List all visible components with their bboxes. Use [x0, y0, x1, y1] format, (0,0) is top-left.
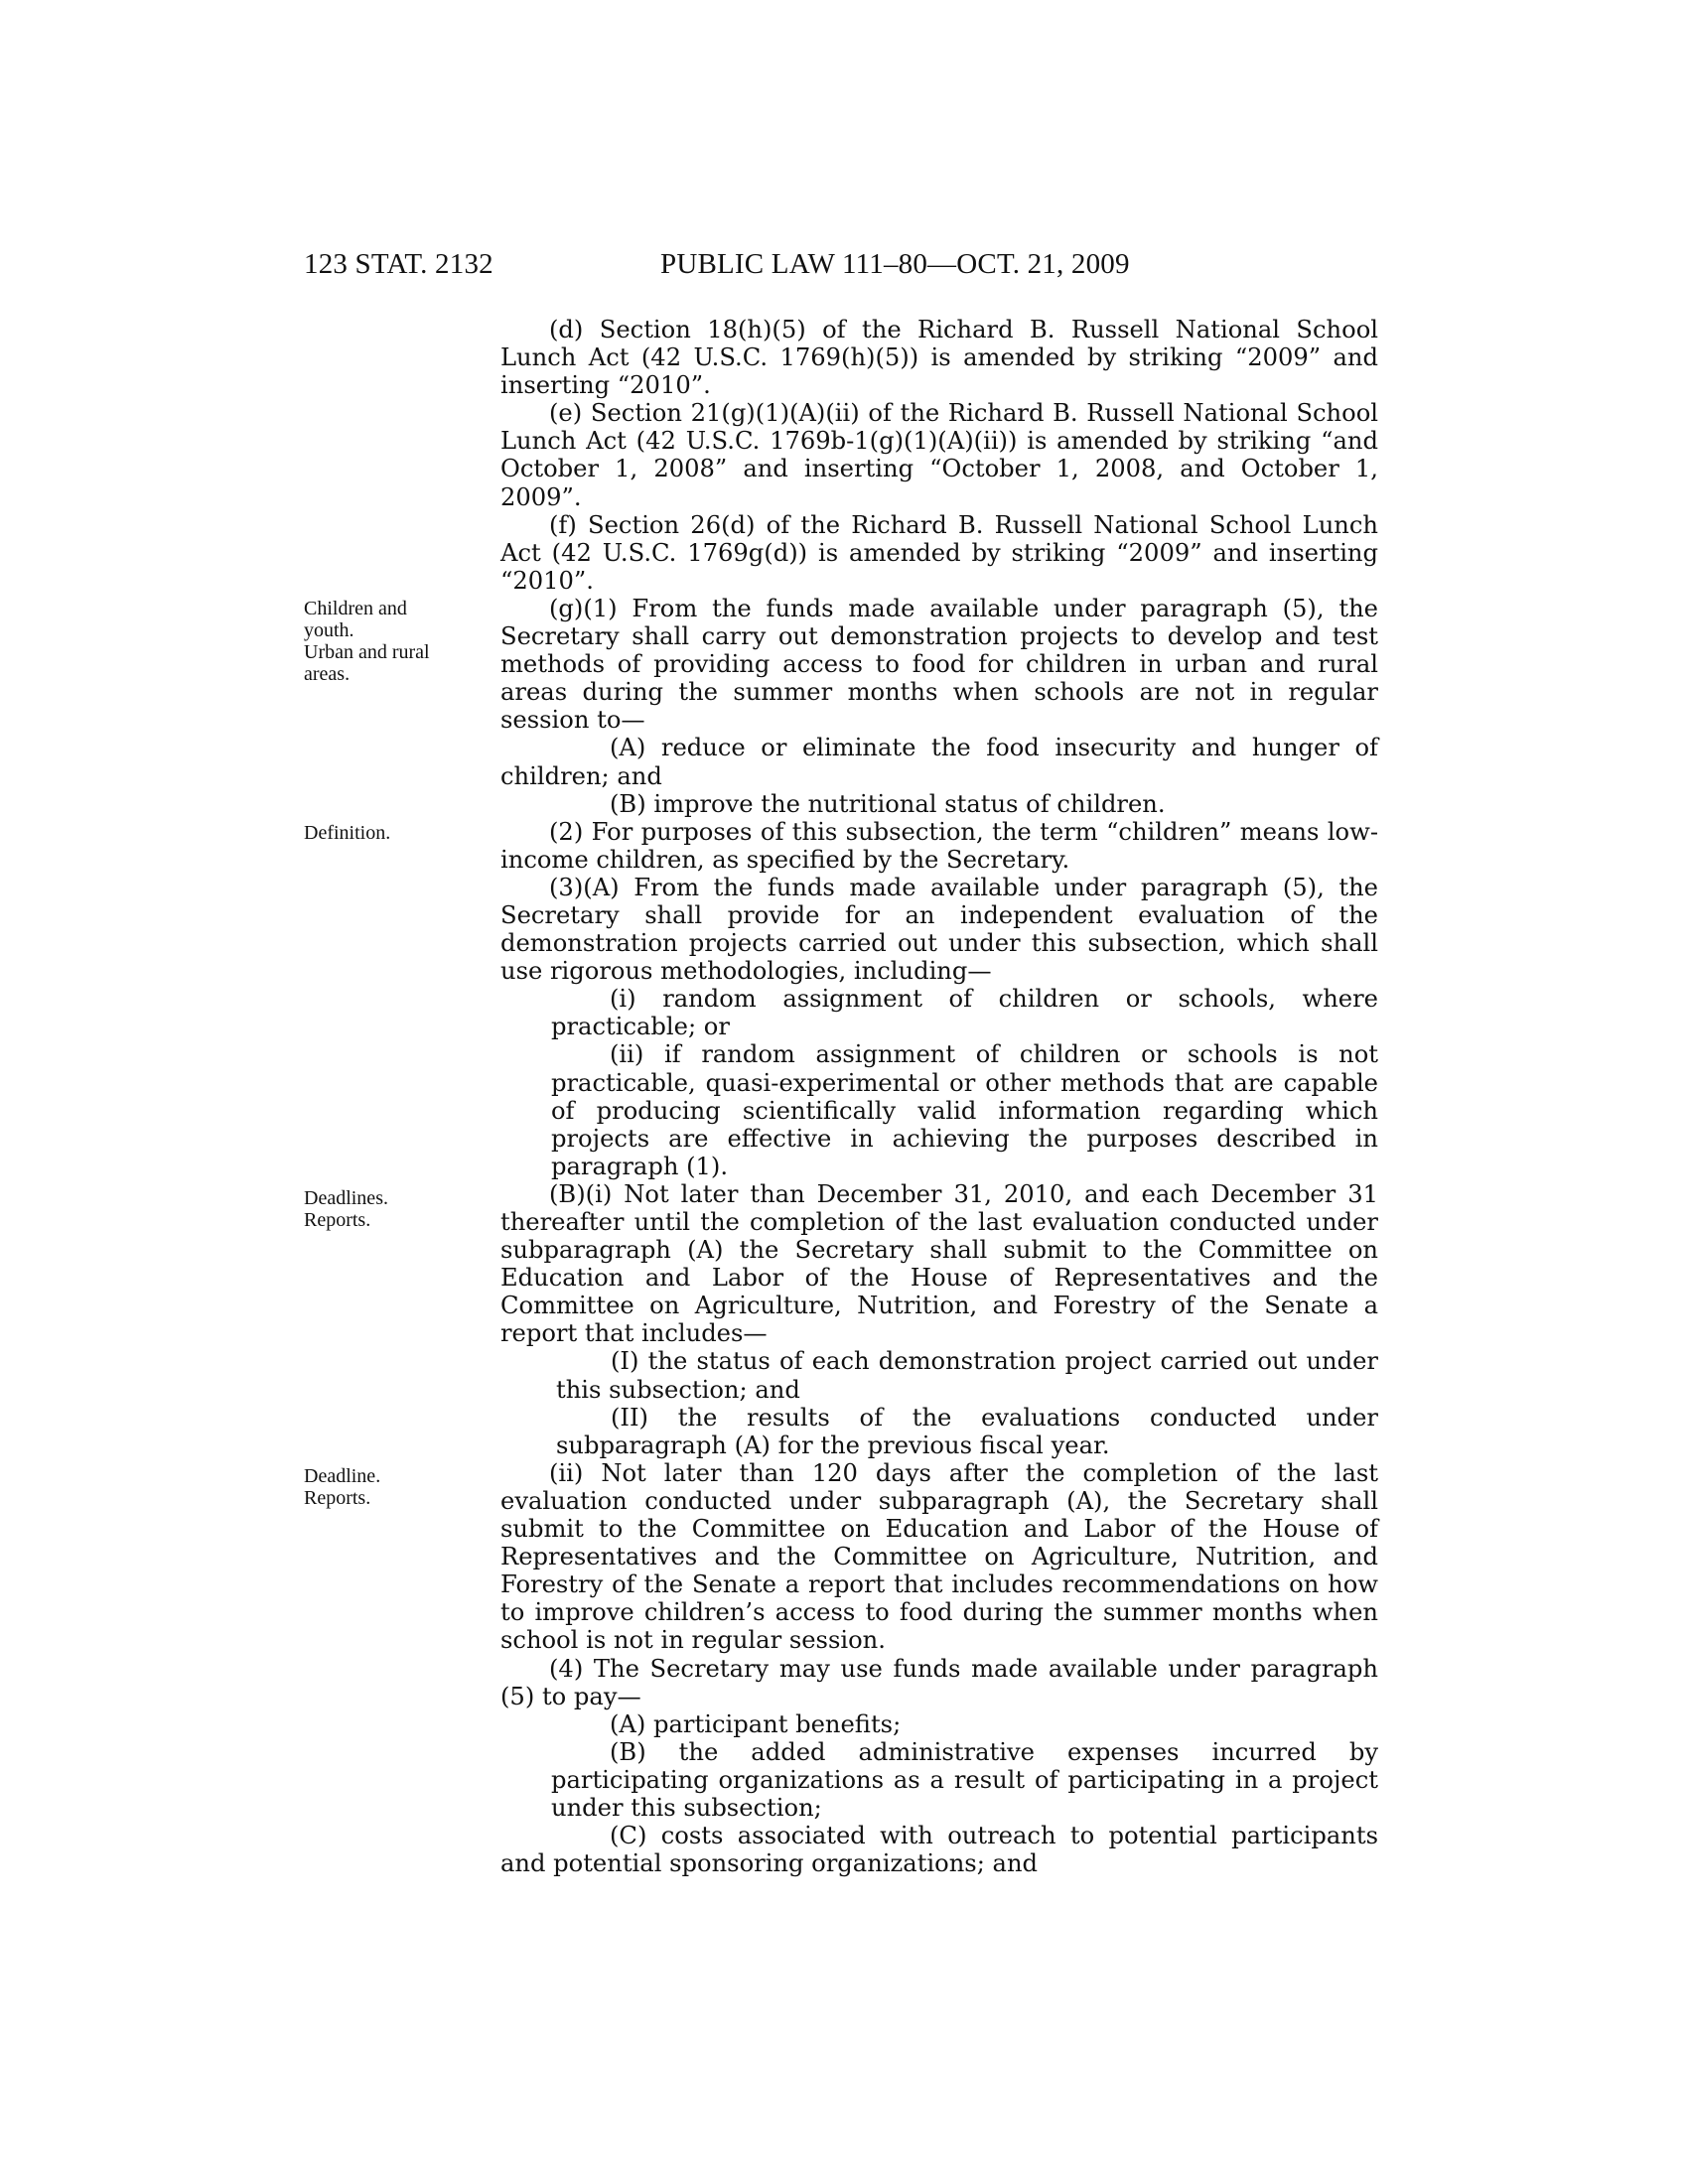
margin-note-line: areas.: [304, 663, 351, 685]
subparagraph-4-b: (B) the added administrative expenses incurred by participating organizations as a result of participating in a project under this subsection;: [551, 1737, 1378, 1822]
subparagraph-g1-a: (A) reduce or eliminate the food insecurity and hunger of children; and: [500, 734, 1378, 790]
paragraph-3b-i: (B)(i) Not later than December 31, 2010, and each December 31 thereafter until the completion of the last evaluation conducted under subparagraph (A) the Secretary shall submit to the Committee on Education and Labor of the House of Representatives and the Committee on Agriculture, Nutrition, and Forestry of the Senate a report that includes—: [500, 1179, 1378, 1348]
paragraph-2-definition: (2) For purposes of this subsection, the term “children” means low-income children, as specified by the Secretary.: [500, 817, 1378, 874]
margin-note-line: Reports.: [304, 1209, 371, 1231]
statute-body-text: [500, 316, 1378, 1877]
paragraph-f: (f) Section 26(d) of the Richard B. Russell National School Lunch Act (42 U.S.C. 1769g(d)) is amended by striking “2009” and inserting “2010”.: [500, 510, 1378, 595]
public-law-header: PUBLIC LAW 111–80—OCT. 21, 2009: [660, 248, 1130, 280]
statute-page-number: 123 STAT. 2132: [304, 248, 493, 280]
paragraph-e: (e) Section 21(g)(1)(A)(ii) of the Richard B. Russell National School Lunch Act (42 U.S.C. 1769b-1(g)(1)(A)(ii)) is amended by striking “and October 1, 2008” and inserting “October 1, 2008, and October 1, 2009”.: [500, 399, 1378, 511]
margin-note-deadline-reports: [304, 1465, 471, 1509]
clause-3a-i: (i) random assignment of children or schools, where practicable; or: [551, 985, 1378, 1041]
subparagraph-4-c: (C) costs associated with outreach to potential participants and potential sponsoring organizations; and: [500, 1822, 1378, 1878]
subclause-3b-i-II: (II) the results of the evaluations conducted under subparagraph (A) for the previous fiscal year.: [556, 1403, 1378, 1459]
paragraph-g1: (g)(1) From the funds made available under paragraph (5), the Secretary shall carry out demonstration projects to develop and test methods of providing access to food for children in urban and rural areas during the summer months when schools are not in regular session to—: [500, 594, 1378, 735]
paragraph-4: (4) The Secretary may use funds made available under paragraph (5) to pay—: [500, 1654, 1378, 1710]
margin-note-line: Children and: [304, 598, 407, 619]
clause-3a-ii: (ii) if random assignment of children or schools is not practicable, quasi-experimental or other methods that are capable of producing scientifically valid information regarding which projects are effective in achieving the purposes described in paragraph (1).: [551, 1040, 1378, 1180]
margin-note-line: youth.: [304, 619, 354, 641]
margin-note-line: Urban and rural: [304, 641, 430, 663]
paragraph-3a: (3)(A) From the funds made available under paragraph (5), the Secretary shall provide for an independent evaluation of the demonstration projects carried out under this subsection, which shall use rigorous methodologies, including—: [500, 873, 1378, 986]
subparagraph-4-a: (A) participant benefits;: [610, 1709, 902, 1738]
subparagraph-g1-b: (B) improve the nutritional status of children.: [610, 789, 1166, 818]
margin-note-line: Definition.: [304, 822, 391, 844]
margin-note-line: Reports.: [304, 1487, 371, 1509]
subclause-3b-i-I: (I) the status of each demonstration project carried out under this subsection; and: [556, 1347, 1378, 1404]
paragraph-3b-ii: (ii) Not later than 120 days after the completion of the last evaluation conducted under subparagraph (A), the Secretary shall submit to the Committee on Education and Labor of the House of Representatives and the Committee on Agriculture, Nutrition, and Forestry of the Senate a report that includes recommendations on how to improve children’s access to food during the summer months when school is not in regular session.: [500, 1458, 1378, 1655]
margin-note-children-youth: [304, 598, 471, 685]
margin-note-deadlines-reports: [304, 1187, 471, 1231]
margin-note-line: Deadline.: [304, 1465, 381, 1487]
paragraph-d: (d) Section 18(h)(5) of the Richard B. Russell National School Lunch Act (42 U.S.C. 1769(h)(5)) is amended by striking “2009” and inserting “2010”.: [500, 316, 1378, 400]
margin-note-line: Deadlines.: [304, 1187, 388, 1209]
margin-note-definition: [304, 822, 471, 844]
